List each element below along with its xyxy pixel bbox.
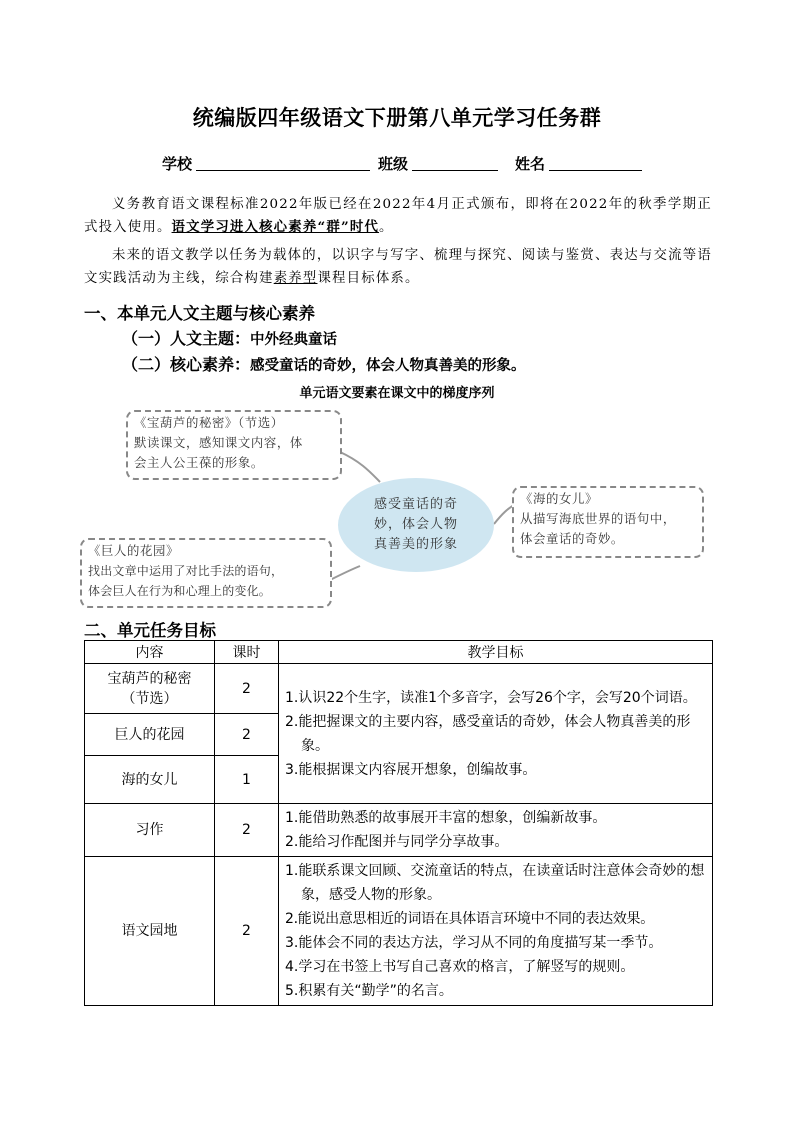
callout-text: 找出文章中运用了对比手法的语句， <box>88 564 284 578</box>
hours-cell: 1 <box>215 756 279 804</box>
intro-paragraph-2 <box>84 244 712 290</box>
content-cell <box>85 664 215 714</box>
callout-title: 《巨人的花园》 <box>88 543 179 558</box>
goal-item: 5.积累有关“勤学”的名言。 <box>285 983 453 999</box>
intro-text: 义务教育语文课程标准2022年版已经在2022年4月正式颁布，即将在2022年的秋季学期正式投入使用。 <box>84 197 712 235</box>
callout-giant-garden <box>80 538 332 608</box>
goal-item: 3.能体会不同的表达方法，学习从不同的角度描写某一季节。 <box>285 935 663 951</box>
theme-value: 中外经典童话 <box>250 332 338 348</box>
intro-text-end: 。 <box>379 220 394 235</box>
goal-item: 1.能借助熟悉的故事展开丰富的想象，创编新故事。 <box>285 810 607 826</box>
name-label: 姓名 <box>515 155 546 173</box>
core-literacy <box>122 352 526 375</box>
callout-text: 会主人公王葆的形象。 <box>134 455 264 470</box>
goals-cell <box>279 857 713 1006</box>
callout-text: 体会巨人在行为和心理上的变化。 <box>88 584 272 598</box>
connector-line <box>330 566 360 580</box>
core-goal-oval <box>338 478 494 572</box>
intro-text: 未来的语文教学以任务为载体的，以识字与写字、梳理与探究、阅读与鉴赏、表达与交流等语文实践活动为主线，综合构建 <box>84 248 712 286</box>
literacy-label: （二）核心素养： <box>122 355 251 374</box>
header-content: 内容 <box>85 641 215 664</box>
intro-paragraph-1 <box>84 193 712 239</box>
content-text: 宝葫芦的秘密 <box>107 670 192 687</box>
oval-text: 真善美的形象 <box>373 537 458 552</box>
oval-text: 妙，体会人物 <box>373 517 458 532</box>
literacy-value: 感受童话的奇妙，体会人物真善美的形象。 <box>250 358 526 374</box>
callout-little-mermaid <box>512 486 704 558</box>
callout-title: 《宝葫芦的秘密》（节选） <box>134 415 284 430</box>
goal-item: 2.能给习作配图并与同学分享故事。 <box>285 834 509 850</box>
diagram-caption: 单元语文要素在课文中的梯度序列 <box>299 386 495 401</box>
section-2-heading: 二、单元任务目标 <box>84 621 216 640</box>
content-cell: 海的女儿 <box>85 756 215 804</box>
table-row <box>85 664 713 714</box>
content-cell: 习作 <box>85 804 215 857</box>
goals-cell <box>279 664 713 804</box>
goals-cell <box>279 804 713 857</box>
goal-item: 4.学习在书签上书写自己喜欢的格言，了解竖写的规则。 <box>285 959 635 975</box>
goal-item: 1.认识22个生字，读准1个多音字，会写26个字，会写20个词语。 <box>285 689 697 706</box>
hours-cell: 2 <box>215 857 279 1006</box>
table-row <box>85 857 713 1006</box>
intro-emphasis: 语文学习进入核心素养“群”时代 <box>171 219 380 235</box>
hours-cell: 2 <box>215 804 279 857</box>
page-title: 统编版四年级语文下册第八单元学习任务群 <box>192 106 602 130</box>
callout-baohulu <box>126 410 342 480</box>
goal-item: 3.能根据课文内容展开想象，创编故事。 <box>285 761 537 778</box>
intro-underlined: 素养型 <box>273 271 318 286</box>
intro-text-end: 课程目标体系。 <box>317 271 420 286</box>
callout-text: 体会童话的奇妙。 <box>520 531 624 546</box>
header-goals: 教学目标 <box>279 641 713 664</box>
class-field[interactable] <box>412 170 498 171</box>
goal-item: 2.能说出意思相近的词语在具体语言环境中不同的表达效果。 <box>285 911 654 927</box>
callout-text: 默读课文，感知课文内容，体 <box>134 435 303 450</box>
goal-item: 1.能联系课文回顾、交流童话的特点，在读童话时注意体会奇妙的想象，感受人物的形象。 <box>285 863 705 903</box>
oval-text: 感受童话的奇 <box>373 497 458 512</box>
school-field[interactable] <box>196 170 370 171</box>
callout-text: 从描写海底世界的语句中， <box>520 511 676 526</box>
content-cell: 巨人的花园 <box>85 714 215 756</box>
section-1-heading: 一、本单元人文主题与核心素养 <box>84 304 315 323</box>
goal-item: 2.能把握课文的主要内容，感受童话的奇妙，体会人物真善美的形象。 <box>285 713 691 754</box>
connector-line <box>340 452 380 482</box>
content-cell: 语文园地 <box>85 857 215 1006</box>
name-field[interactable] <box>549 170 642 171</box>
table-row <box>85 804 713 857</box>
header-hours: 课时 <box>215 641 279 664</box>
humanities-theme <box>122 326 337 349</box>
class-label: 班级 <box>378 155 409 173</box>
unit-goals-table <box>84 640 713 1006</box>
school-label: 学校 <box>162 155 193 173</box>
table-header-row <box>85 641 713 664</box>
content-text: （节选） <box>121 690 178 707</box>
theme-label: （一）人文主题： <box>122 329 251 348</box>
hours-cell: 2 <box>215 664 279 714</box>
hours-cell: 2 <box>215 714 279 756</box>
callout-title: 《海的女儿》 <box>520 491 598 506</box>
